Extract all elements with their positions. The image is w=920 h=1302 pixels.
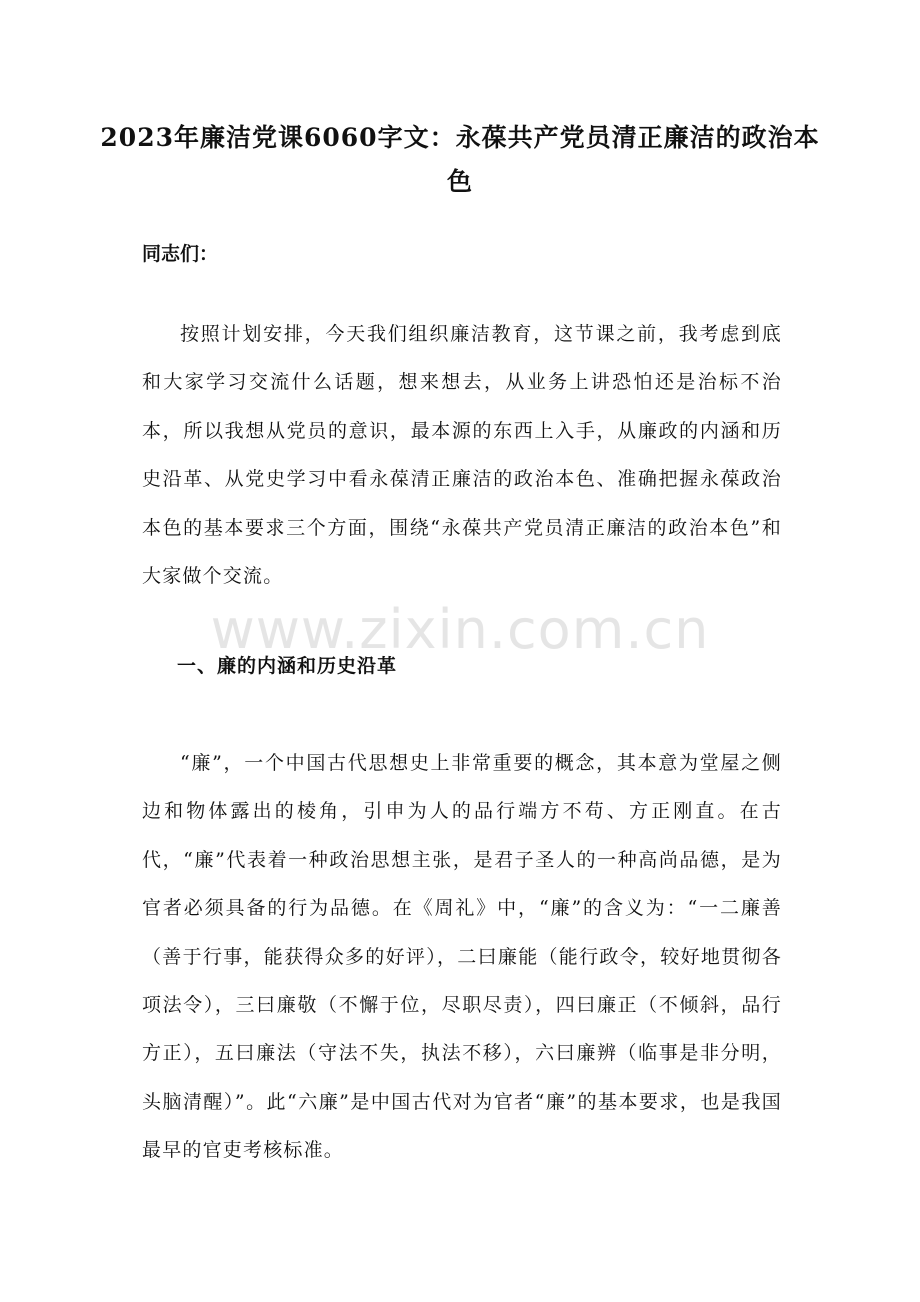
document-title: 2023年廉洁党课6060字文：永葆共产党员清正廉洁的政治本色 xyxy=(100,123,820,196)
salutation: 同志们： xyxy=(142,243,219,265)
watermark: www.zixin.com.cn xyxy=(210,598,710,661)
section-heading: 一、廉的内涵和历史沿革 xyxy=(177,655,398,677)
section-paragraph: “廉”，一个中国古代思想史上非常重要的概念，其本意为堂屋之侧边和物体露出的棱角，引申为人的品行端方不苟、方正刚直。在古代，“廉”代表着一种政治思想主张，是君子圣人的一种高尚品德，是为官者必须具备的行为品德。在《周礼》中，“廉”的含义为：“一二廉善（善于行事，能获得众多的好评），二曰廉能（能行政令，较好地贯彻各项法令），三曰廉敬（不懈于位，尽职尽责），四曰廉正（不倾斜，品行方正），五曰廉法（守法不失，执法不移），六曰廉辨（临事是非分明，头脑清醒）”。此“六廉”是中国古代对为官者“廉”的基本要求，也是我国最早的官吏考核标准。 xyxy=(142,752,782,1162)
intro-paragraph: 按照计划安排，今天我们组织廉洁教育，这节课之前，我考虑到底和大家学习交流什么话题，想来想去，从业务上讲恐怕还是治标不治本，所以我想从党员的意识，最本源的东西上入手，从廉政的内涵和历史沿革、从党史学习中看永葆清正廉洁的政治本色、准确把握永葆政治本色的基本要求三个方面，围绕“永葆共产党员清正廉洁的政治本色”和大家做个交流。 xyxy=(142,323,782,588)
